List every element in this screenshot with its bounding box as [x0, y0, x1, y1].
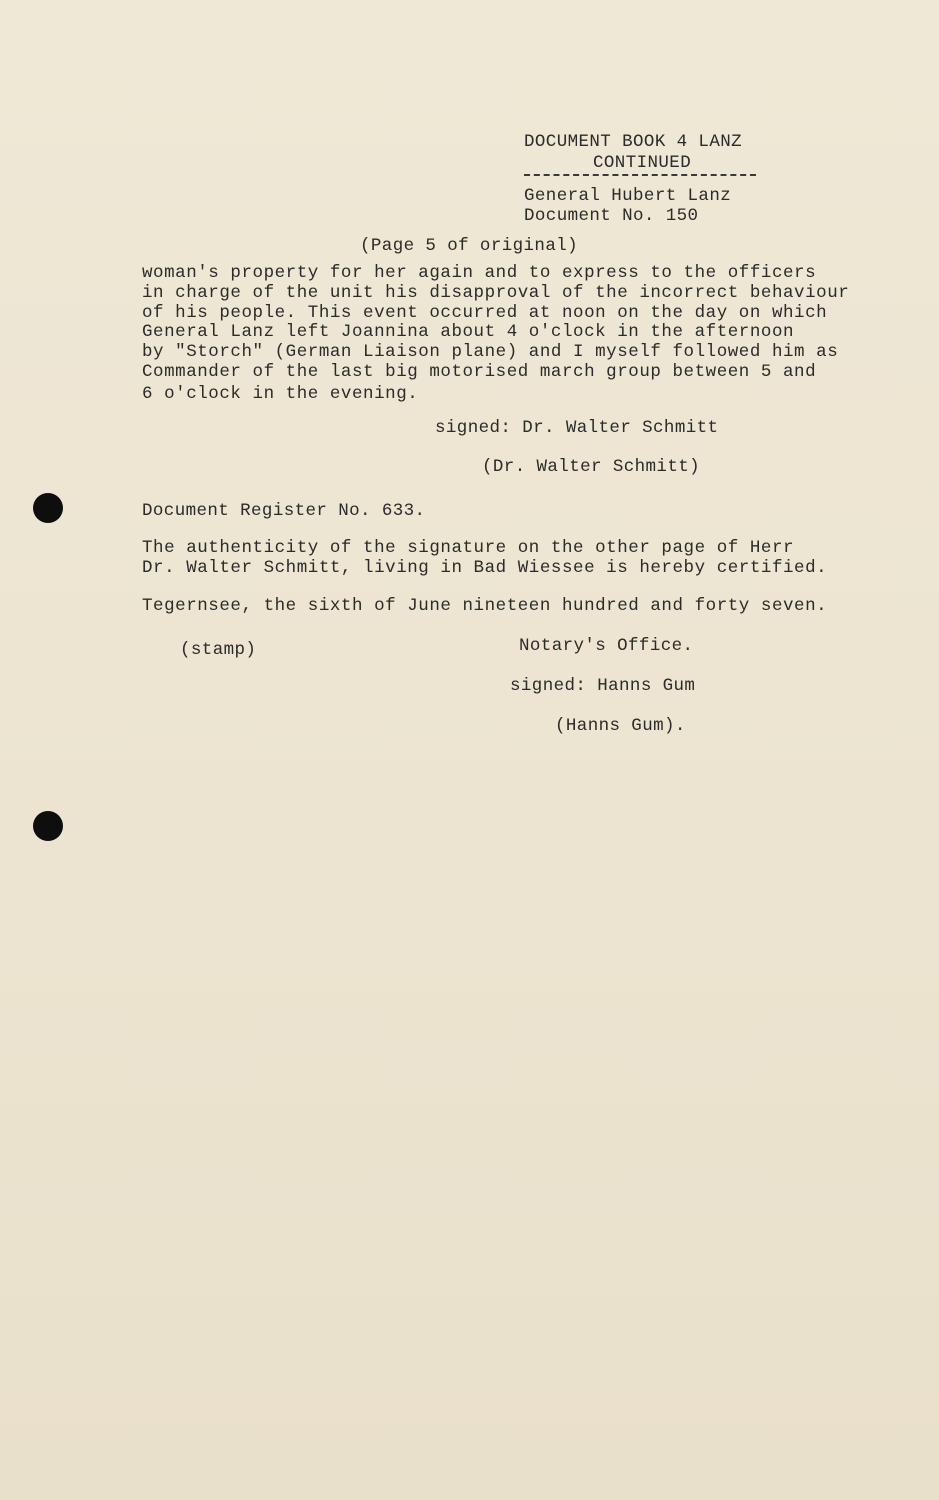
body-line: by "Storch" (German Liaison plane) and I myself followed him as — [142, 342, 839, 362]
body-line: in charge of the unit his disapproval of the incorrect behaviour — [142, 283, 850, 303]
body-line: General Lanz left Joannina about 4 o'clock in the afternoon — [142, 322, 795, 342]
continued-underline — [524, 174, 756, 176]
continued-label: CONTINUED — [593, 153, 692, 173]
signature-name: (Dr. Walter Schmitt) — [482, 457, 701, 477]
place-date-line: Tegernsee, the sixth of June nineteen hundred and forty seven. — [142, 596, 828, 616]
document-number: Document No. 150 — [524, 206, 699, 226]
certification-line: The authenticity of the signature on the other page of Herr — [142, 538, 795, 558]
certification-line: Dr. Walter Schmitt, living in Bad Wiessee is hereby certified. — [142, 558, 828, 578]
notary-name: (Hanns Gum). — [555, 716, 686, 736]
notary-office: Notary's Office. — [519, 636, 694, 656]
body-line: woman's property for her again and to express to the officers — [142, 263, 817, 283]
body-line: of his people. This event occurred at noon on the day on which — [142, 303, 828, 323]
body-line: 6 o'clock in the evening. — [142, 384, 419, 404]
punch-hole-bottom — [33, 811, 63, 841]
document-register: Document Register No. 633. — [142, 501, 426, 521]
signature-signed: signed: Dr. Walter Schmitt — [435, 418, 719, 438]
stamp-label: (stamp) — [180, 640, 257, 660]
notary-signed: signed: Hanns Gum — [510, 676, 696, 696]
punch-hole-top — [33, 493, 63, 523]
general-name: General Hubert Lanz — [524, 186, 732, 206]
document-book-title: DOCUMENT BOOK 4 LANZ — [524, 132, 743, 152]
page-reference: (Page 5 of original) — [360, 236, 579, 256]
body-line: Commander of the last big motorised march group between 5 and — [142, 362, 817, 382]
